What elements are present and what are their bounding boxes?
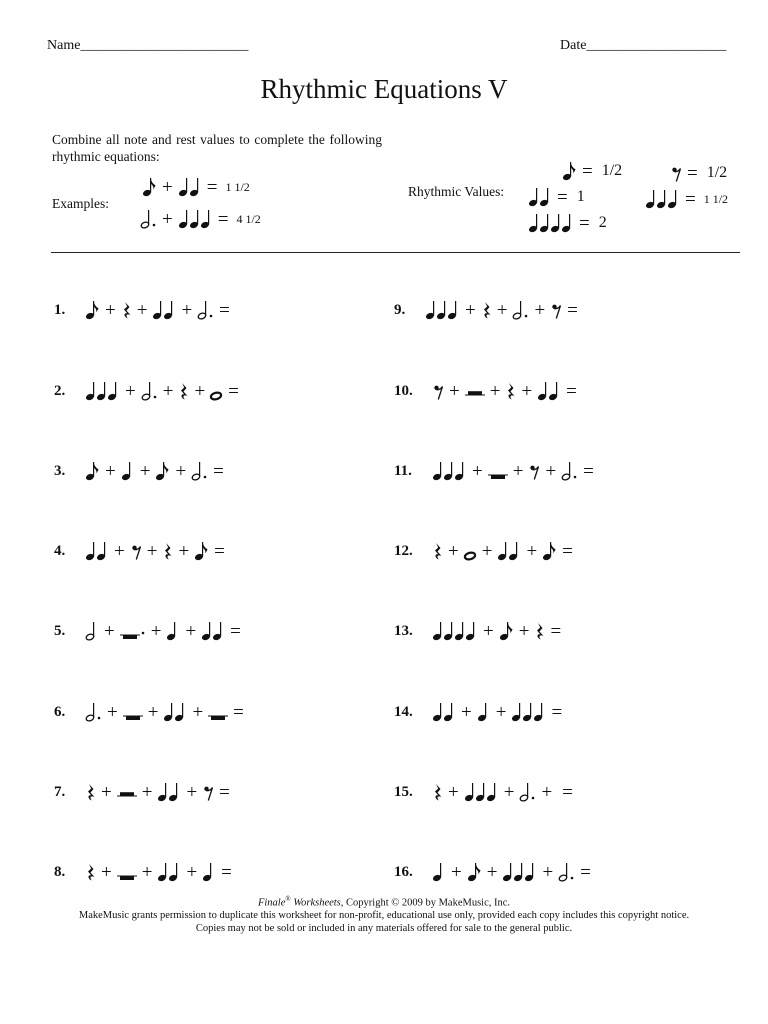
beat-value: 1/2 [706, 164, 728, 181]
plus-sign: + [139, 460, 151, 482]
two-quarters-icon [157, 859, 181, 885]
rhythm-expression [670, 160, 727, 186]
example-1 [142, 174, 250, 200]
quarter-rest-icon [432, 779, 443, 805]
plus-sign: + [451, 861, 462, 883]
equation-number: 14. [394, 703, 413, 720]
two-quarters-icon [528, 184, 552, 210]
rhythmic-values-label: Rhythmic Values: [408, 184, 505, 199]
three-quarters-icon [502, 859, 537, 885]
rhythm-expression [432, 618, 566, 644]
three-quarters-icon [511, 699, 546, 725]
equation-16 [394, 857, 596, 887]
whole-rest-icon [117, 859, 137, 885]
footer-brand-rest: Worksheets [290, 897, 341, 909]
equation-12 [394, 536, 578, 566]
equals-sign: = [233, 701, 244, 723]
four-quarters-icon [528, 210, 574, 236]
equals-sign: = [566, 380, 577, 402]
footer-copyright: , Copyright © 2009 by MakeMusic, Inc. [340, 897, 511, 909]
equation-2 [54, 376, 244, 406]
rhythm-expression [85, 538, 230, 564]
plus-sign: + [518, 620, 530, 642]
plus-sign: + [483, 620, 494, 642]
date-field-label: Date____________________ [560, 38, 727, 53]
plus-sign: + [181, 299, 193, 321]
dotted-half-note-icon [561, 458, 578, 484]
dotted-half-note-icon [558, 859, 575, 885]
plus-sign: + [105, 460, 116, 482]
plus-sign: + [545, 460, 557, 482]
rhythm-expression [562, 158, 622, 184]
plus-sign: + [541, 781, 553, 803]
two-quarters-icon [201, 618, 225, 644]
plus-sign: + [162, 380, 174, 402]
footer-reg-mark: ® [285, 895, 291, 903]
equals-sign: = [567, 299, 578, 321]
copyright-footer [0, 893, 768, 935]
instructions-text: Combine all note and rest values to complete the following rhythmic equations: [52, 132, 382, 164]
equals-sign: = [685, 188, 696, 210]
plus-sign: + [449, 380, 460, 402]
four-quarters-icon [432, 618, 478, 644]
rhythm-expression [85, 859, 237, 885]
equals-sign: = [230, 620, 241, 642]
equals-sign: = [551, 701, 563, 723]
plus-sign: + [141, 781, 153, 803]
dotted-half-rest-icon [120, 618, 146, 644]
equation-number: 11. [394, 462, 412, 479]
quarter-note-icon [432, 859, 446, 885]
equals-sign: = [579, 212, 590, 234]
rhythm-expression [528, 184, 585, 210]
plus-sign: + [521, 380, 533, 402]
beat-value: 1 1/2 [225, 179, 250, 194]
quarter-note-icon [202, 859, 216, 885]
whole-note-icon [210, 378, 223, 404]
worksheet-title: Rhythmic Equations V [260, 74, 508, 104]
plus-sign: + [489, 380, 501, 402]
equals-sign: = [582, 160, 593, 182]
equation-10 [394, 376, 582, 406]
three-quarters-icon [85, 378, 120, 404]
equation-11 [394, 456, 599, 486]
rhythm-expression [432, 699, 567, 725]
rhythm-expression [85, 458, 229, 484]
plus-sign: + [105, 299, 116, 321]
dotted-half-note-icon [519, 779, 536, 805]
whole-note-icon [464, 538, 477, 564]
plus-sign: + [104, 620, 115, 642]
examples-label: Examples: [52, 196, 109, 211]
whole-rest-icon [488, 458, 508, 484]
quarter-note-icon [121, 458, 135, 484]
equation-13 [394, 616, 566, 646]
rhythm-expression [142, 174, 250, 200]
eighth-rest-icon [202, 779, 214, 805]
plus-sign: + [150, 620, 162, 642]
quarter-note-icon [166, 618, 180, 644]
footer-brand: Finale [257, 897, 286, 909]
plus-sign: + [542, 861, 554, 883]
plus-sign: + [448, 540, 459, 562]
plus-sign: + [465, 299, 476, 321]
plus-sign: + [512, 460, 524, 482]
equation-number: 3. [54, 462, 66, 479]
equals-sign: = [217, 208, 229, 230]
equation-3 [54, 456, 229, 486]
eighth-note-icon [194, 538, 209, 564]
equals-sign: = [580, 861, 591, 883]
dotted-half-note-icon [141, 378, 158, 404]
equals-sign: = [214, 540, 225, 562]
plus-sign: + [107, 701, 118, 723]
half-rest-icon [117, 779, 137, 805]
dotted-half-note-icon [140, 206, 157, 232]
rhythm-expression [432, 378, 582, 404]
divider-line [51, 252, 740, 253]
eighth-note-icon [85, 297, 100, 323]
plus-sign: + [175, 460, 187, 482]
equation-number: 1. [54, 301, 66, 318]
beat-value: 2 [598, 214, 607, 231]
eighth-rest-icon [130, 538, 142, 564]
rhythm-expression [85, 699, 249, 725]
quarter-rest-icon [432, 538, 443, 564]
equation-15 [394, 777, 578, 807]
plus-sign: + [186, 861, 198, 883]
plus-sign: + [147, 701, 159, 723]
two-quarters-icon [157, 779, 181, 805]
two-quarters-icon [497, 538, 521, 564]
rhythm-expression [528, 210, 607, 236]
equals-sign: = [219, 781, 230, 803]
equation-number: 10. [394, 382, 413, 399]
eighth-note-icon [542, 538, 557, 564]
plus-sign: + [141, 861, 153, 883]
plus-sign: + [503, 781, 515, 803]
plus-sign: + [496, 299, 508, 321]
rhythm-expression [85, 779, 235, 805]
equals-sign: = [206, 176, 218, 198]
two-quarters-icon [85, 538, 109, 564]
plus-sign: + [136, 299, 148, 321]
quarter-rest-icon [481, 297, 492, 323]
quarter-rest-icon [505, 378, 516, 404]
plus-sign: + [526, 540, 538, 562]
eighth-rest-icon [528, 458, 540, 484]
beat-value: 1/2 [601, 162, 623, 179]
equation-5 [54, 616, 246, 646]
equation-number: 9. [394, 301, 406, 318]
quarter-rest-icon [178, 378, 189, 404]
equation-number: 7. [54, 783, 66, 800]
quarter-rest-icon [162, 538, 173, 564]
plus-sign: + [534, 299, 546, 321]
equals-sign: = [213, 460, 224, 482]
eighth-note-icon [499, 618, 514, 644]
two-quarters-icon [152, 297, 176, 323]
rhythm-expression [432, 538, 578, 564]
plus-sign: + [186, 781, 198, 803]
footer-line-2: MakeMusic grants permission to duplicate this worksheet for non-profit, educational use only, provided each copy includes this copyright notice. [78, 910, 690, 921]
eighth-rest-icon [670, 160, 682, 186]
beat-value: 1 1/2 [703, 191, 729, 206]
rhythm-expression [645, 186, 728, 212]
two-quarters-icon [537, 378, 561, 404]
plus-sign: + [146, 540, 158, 562]
plus-sign: + [486, 861, 498, 883]
equation-number: 2. [54, 382, 66, 399]
footer-line-1 [0, 893, 768, 910]
plus-sign: + [114, 540, 125, 562]
quarter-rest-icon [85, 859, 96, 885]
value-four-quarters [528, 210, 607, 236]
quarter-rest-icon [85, 779, 96, 805]
dotted-half-note-icon [512, 297, 529, 323]
equation-number: 13. [394, 622, 413, 639]
equation-6 [54, 697, 249, 727]
equation-number: 15. [394, 783, 413, 800]
equation-1 [54, 295, 235, 325]
eighth-note-icon [467, 859, 482, 885]
equation-8 [54, 857, 237, 887]
equation-14 [394, 697, 567, 727]
eighth-note-icon [142, 174, 157, 200]
rhythm-expression [85, 378, 244, 404]
plus-sign: + [448, 781, 459, 803]
three-quarters-icon [178, 206, 213, 232]
plus-sign: + [495, 701, 507, 723]
plus-sign: + [461, 701, 472, 723]
equation-number: 8. [54, 863, 66, 880]
rhythm-expression [140, 206, 261, 232]
equals-sign: = [562, 781, 573, 803]
rhythm-expression [432, 779, 578, 805]
half-note-icon [85, 618, 99, 644]
eighth-rest-icon [432, 378, 444, 404]
plus-sign: + [125, 380, 136, 402]
eighth-note-icon [85, 458, 100, 484]
name-field-label: Name________________________ [47, 38, 249, 53]
eighth-note-icon [155, 458, 170, 484]
equation-7 [54, 777, 235, 807]
value-eighth-rest [670, 160, 727, 186]
rhythm-expression [432, 859, 596, 885]
plus-sign: + [185, 620, 197, 642]
dotted-half-note-icon [197, 297, 214, 323]
half-rest-icon [465, 378, 485, 404]
equation-number: 6. [54, 703, 66, 720]
equals-sign: = [221, 861, 232, 883]
rhythm-expression [85, 618, 246, 644]
equals-sign: = [687, 162, 698, 184]
plus-sign: + [192, 701, 204, 723]
equals-sign: = [557, 186, 568, 208]
two-quarters-icon [432, 699, 456, 725]
equals-sign: = [550, 620, 562, 642]
rhythm-expression [425, 297, 583, 323]
equals-sign: = [583, 460, 594, 482]
quarter-note-icon [477, 699, 491, 725]
dotted-half-note-icon [191, 458, 208, 484]
two-quarters-icon [163, 699, 187, 725]
rhythm-expression [85, 297, 235, 323]
equation-number: 16. [394, 863, 413, 880]
plus-sign: + [101, 861, 112, 883]
equals-sign: = [562, 540, 573, 562]
value-two-quarters [528, 184, 585, 210]
eighth-rest-icon [550, 297, 562, 323]
plus-sign: + [101, 781, 112, 803]
plus-sign: + [472, 460, 483, 482]
whole-rest-icon [208, 699, 228, 725]
quarter-rest-icon [534, 618, 545, 644]
equals-sign: = [228, 380, 239, 402]
plus-sign: + [162, 176, 173, 198]
three-quarters-icon [645, 186, 680, 212]
plus-sign: + [481, 540, 493, 562]
equals-sign: = [219, 299, 230, 321]
equation-number: 5. [54, 622, 66, 639]
whole-rest-icon [123, 699, 143, 725]
example-2 [140, 206, 261, 232]
eighth-note-icon [562, 158, 577, 184]
equation-4 [54, 536, 230, 566]
two-quarters-icon [178, 174, 202, 200]
dotted-half-note-icon [85, 699, 102, 725]
plus-sign: + [178, 540, 190, 562]
plus-sign: + [194, 380, 206, 402]
three-quarters-icon [425, 297, 460, 323]
equation-number: 4. [54, 542, 66, 559]
plus-sign: + [162, 208, 173, 230]
rhythm-expression [432, 458, 599, 484]
three-quarters-icon [432, 458, 467, 484]
beat-value: 4 1/2 [236, 211, 261, 226]
footer-line-3: Copies may not be sold or included in any materials offered for sale to the general public. [195, 922, 573, 934]
three-quarters-icon [464, 779, 499, 805]
equation-9 [394, 295, 583, 325]
equation-number: 12. [394, 542, 413, 559]
quarter-rest-icon [121, 297, 132, 323]
beat-value: 1 [576, 188, 585, 205]
value-three-quarters [645, 186, 728, 212]
value-eighth-note [562, 158, 622, 184]
